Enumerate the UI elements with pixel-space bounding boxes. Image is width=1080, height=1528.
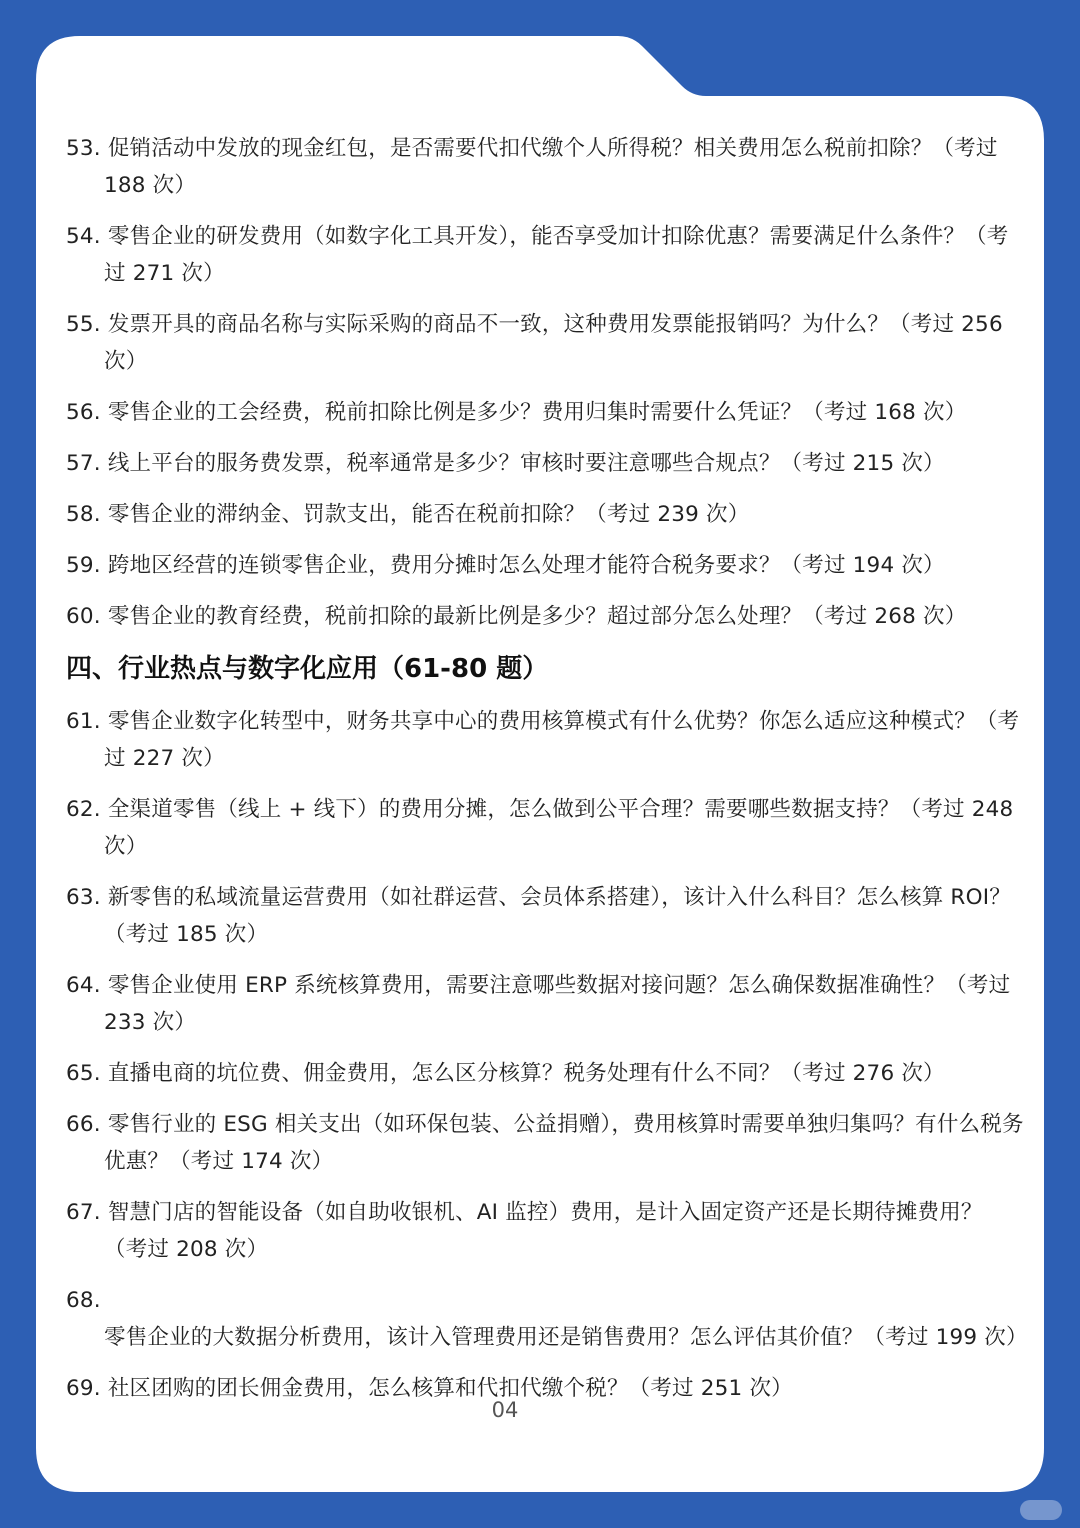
question-item — [66, 306, 1026, 380]
question-number: 69. — [66, 1376, 101, 1401]
question-number: 67. — [66, 1200, 101, 1225]
question-text: 促销活动中发放的现金红包，是否需要代扣代缴个人所得税？相关费用怎么税前扣除？（考过 188 次） — [104, 136, 998, 198]
question-number: 54. — [66, 224, 101, 249]
question-item — [66, 703, 1026, 777]
question-list — [66, 130, 1026, 1421]
question-number: 62. — [66, 797, 101, 822]
question-item — [66, 967, 1026, 1041]
question-item — [66, 218, 1026, 292]
question-text: 直播电商的坑位费、佣金费用，怎么区分核算？税务处理有什么不同？（考过 276 次） — [107, 1061, 945, 1086]
question-number: 60. — [66, 604, 101, 629]
question-text: 零售企业的教育经费，税前扣除的最新比例是多少？超过部分怎么处理？（考过 268 次） — [107, 604, 967, 629]
question-item — [66, 598, 1026, 635]
question-number: 68. — [66, 1288, 101, 1313]
question-number: 59. — [66, 553, 101, 578]
question-text: 跨地区经营的连锁零售企业，费用分摊时怎么处理才能符合税务要求？（考过 194 次） — [107, 553, 945, 578]
question-item — [66, 496, 1026, 533]
question-text: 发票开具的商品名称与实际采购的商品不一致，这种费用发票能报销吗？为什么？（考过 256 次） — [104, 312, 1003, 374]
question-item — [66, 1106, 1026, 1180]
question-item — [66, 547, 1026, 584]
question-text: 零售企业使用 ERP 系统核算费用，需要注意哪些数据对接问题？怎么确保数据准确性？（考过 233 次） — [104, 973, 1011, 1035]
section-title: 四、行业热点与数字化应用（61-80 题） — [66, 654, 549, 684]
watermark-badge — [1020, 1500, 1062, 1520]
page-number: 04 — [491, 1398, 519, 1422]
question-number: 63. — [66, 885, 101, 910]
question-number: 57. — [66, 451, 101, 476]
question-number: 64. — [66, 973, 101, 998]
question-number: 56. — [66, 400, 101, 425]
question-text: 零售企业数字化转型中，财务共享中心的费用核算模式有什么优势？你怎么适应这种模式？（考过 227 次） — [104, 709, 1020, 771]
question-number: 53. — [66, 136, 101, 161]
question-item — [66, 1282, 1026, 1356]
question-text: 线上平台的服务费发票，税率通常是多少？审核时要注意哪些合规点？（考过 215 次） — [107, 451, 945, 476]
question-number: 61. — [66, 709, 101, 734]
question-item — [66, 130, 1026, 204]
question-text: 零售企业的工会经费，税前扣除比例是多少？费用归集时需要什么凭证？（考过 168 次） — [107, 400, 967, 425]
question-item — [66, 394, 1026, 431]
question-text: 社区团购的团长佣金费用，怎么核算和代扣代缴个税？（考过 251 次） — [107, 1376, 793, 1401]
question-item — [66, 879, 1026, 953]
question-number: 58. — [66, 502, 101, 527]
question-item — [66, 1194, 1026, 1268]
question-text: 零售企业的大数据分析费用，该计入管理费用还是销售费用？怎么评估其价值？（考过 199 次） — [104, 1325, 1028, 1350]
question-item — [66, 445, 1026, 482]
question-text: 零售行业的 ESG 相关支出（如环保包装、公益捐赠），费用核算时需要单独归集吗？有什么税务优惠？（考过 174 次） — [104, 1112, 1024, 1174]
question-number: 66. — [66, 1112, 101, 1137]
question-item — [66, 1055, 1026, 1092]
question-number: 65. — [66, 1061, 101, 1086]
question-text: 全渠道零售（线上 + 线下）的费用分摊，怎么做到公平合理？需要哪些数据支持？（考过 248 次） — [104, 797, 1014, 859]
question-item — [66, 791, 1026, 865]
question-text: 新零售的私域流量运营费用（如社群运营、会员体系搭建），该计入什么科目？怎么核算 ROI？（考过 185 次） — [104, 885, 1011, 947]
question-number: 55. — [66, 312, 101, 337]
question-text: 零售企业的滞纳金、罚款支出，能否在税前扣除？（考过 239 次） — [107, 502, 750, 527]
question-text: 智慧门店的智能设备（如自助收银机、AI 监控）费用，是计入固定资产还是长期待摊费用？（考过 208 次） — [104, 1200, 983, 1262]
question-text: 零售企业的研发费用（如数字化工具开发），能否享受加计扣除优惠？需要满足什么条件？（考过 271 次） — [104, 224, 1009, 286]
